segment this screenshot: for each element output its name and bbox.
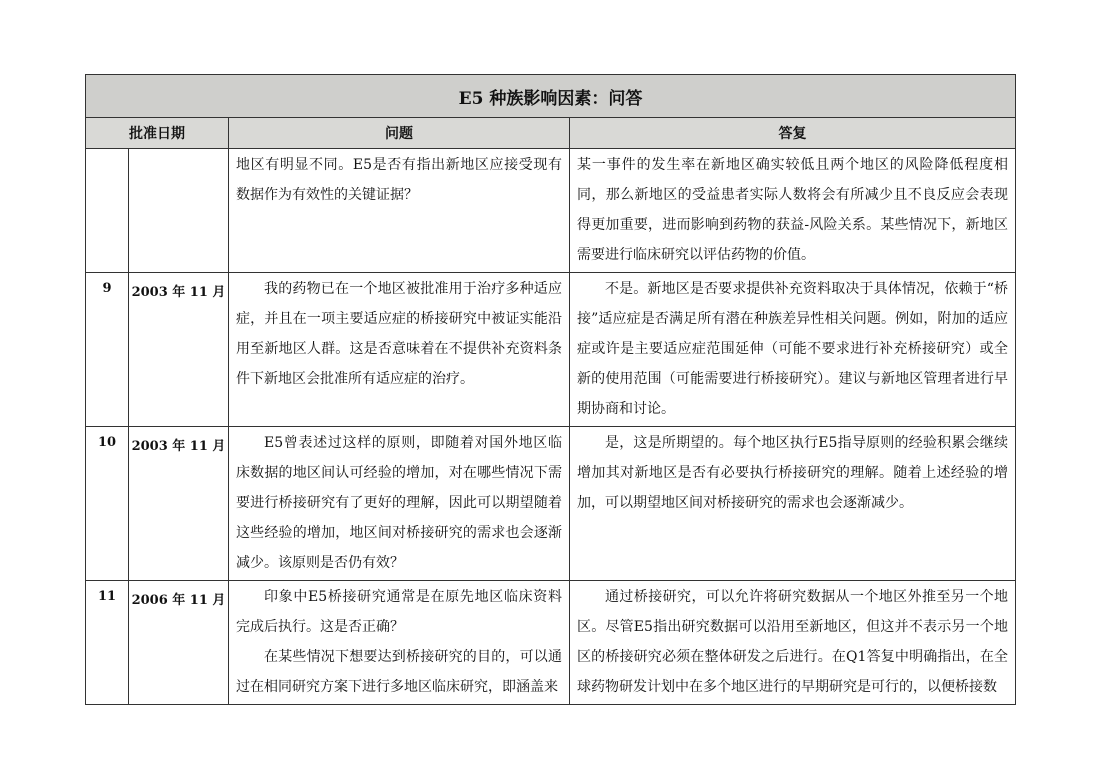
- question-cell: [229, 427, 570, 581]
- row-date: 2003 年 11 月: [129, 427, 229, 581]
- question-text: 印象中E5桥接研究通常是在原先地区临床资料完成后执行。这是否正确？: [236, 589, 562, 635]
- answer-text: 通过桥接研究，可以允许将研究数据从一个地区外推至另一个地区。尽管E5指出研究数据可以沿用至新地区，但这并不表示另一个地区的桥接研究必须在整体研发之后进行。在Q1答复中明确指出，在全球药物研发计划中在多个地区进行的早期研究是可行的，以便桥接数: [577, 589, 1009, 695]
- qa-table: [85, 74, 1016, 705]
- row-number: 11: [86, 581, 129, 705]
- question-text: E5曾表述过这样的原则，即随着对国外地区临床数据的地区间认可经验的增加，对在哪些情况下需要进行桥接研究有了更好的理解，因此可以期望随着这些经验的增加，地区间对桥接研究的需求也会逐渐减少。该原则是否仍有效？: [236, 435, 562, 571]
- row-number: 10: [86, 427, 129, 581]
- question-cell: [229, 149, 570, 273]
- row-number: 9: [86, 273, 129, 427]
- table-row-continuation: [86, 149, 1016, 273]
- row-date: 2006 年 11 月: [129, 581, 229, 705]
- row-date: 2003 年 11 月: [129, 273, 229, 427]
- answer-text: 是，这是所期望的。每个地区执行E5指导原则的经验积累会继续增加其对新地区是否有必要执行桥接研究的理解。随着上述经验的增加，可以期望地区间对桥接研究的需求也会逐渐减少。: [577, 435, 1009, 511]
- question-cell: [229, 581, 570, 705]
- header-answer: 答复: [570, 118, 1016, 149]
- answer-cell: [570, 427, 1016, 581]
- table-row: [86, 273, 1016, 427]
- question-text: 地区有明显不同。E5是否有指出新地区应接受现有数据作为有效性的关键证据？: [236, 157, 562, 203]
- answer-cell: [570, 273, 1016, 427]
- row-number: [86, 149, 129, 273]
- table-title: E5 种族影响因素：问答: [86, 75, 1016, 118]
- title-row: [86, 75, 1016, 118]
- header-question: 问题: [229, 118, 570, 149]
- answer-text: 某一事件的发生率在新地区确实较低且两个地区的风险降低程度相同，那么新地区的受益患者实际人数将会有所减少且不良反应会表现得更加重要，进而影响到药物的获益-风险关系。某些情况下，新地区需要进行临床研究以评估药物的价值。: [577, 157, 1009, 263]
- table-row: [86, 427, 1016, 581]
- table-row: [86, 581, 1016, 705]
- header-date: 批准日期: [86, 118, 229, 149]
- answer-cell: [570, 581, 1016, 705]
- answer-cell: [570, 149, 1016, 273]
- question-text: 在某些情况下想要达到桥接研究的目的，可以通过在相同研究方案下进行多地区临床研究，即涵盖来: [236, 649, 562, 695]
- question-text: 我的药物已在一个地区被批准用于治疗多种适应症，并且在一项主要适应症的桥接研究中被证实能沿用至新地区人群。这是否意味着在不提供补充资料条件下新地区会批准所有适应症的治疗。: [236, 281, 562, 387]
- row-date: [129, 149, 229, 273]
- header-row: [86, 118, 1016, 149]
- answer-text: 不是。新地区是否要求提供补充资料取决于具体情况，依赖于“桥接”适应症是否满足所有潜在种族差异性相关问题。例如，附加的适应症或许是主要适应症范围延伸（可能不要求进行补充桥接研究）或全新的使用范围（可能需要进行桥接研究）。建议与新地区管理者进行早期协商和讨论。: [577, 281, 1009, 417]
- question-cell: [229, 273, 570, 427]
